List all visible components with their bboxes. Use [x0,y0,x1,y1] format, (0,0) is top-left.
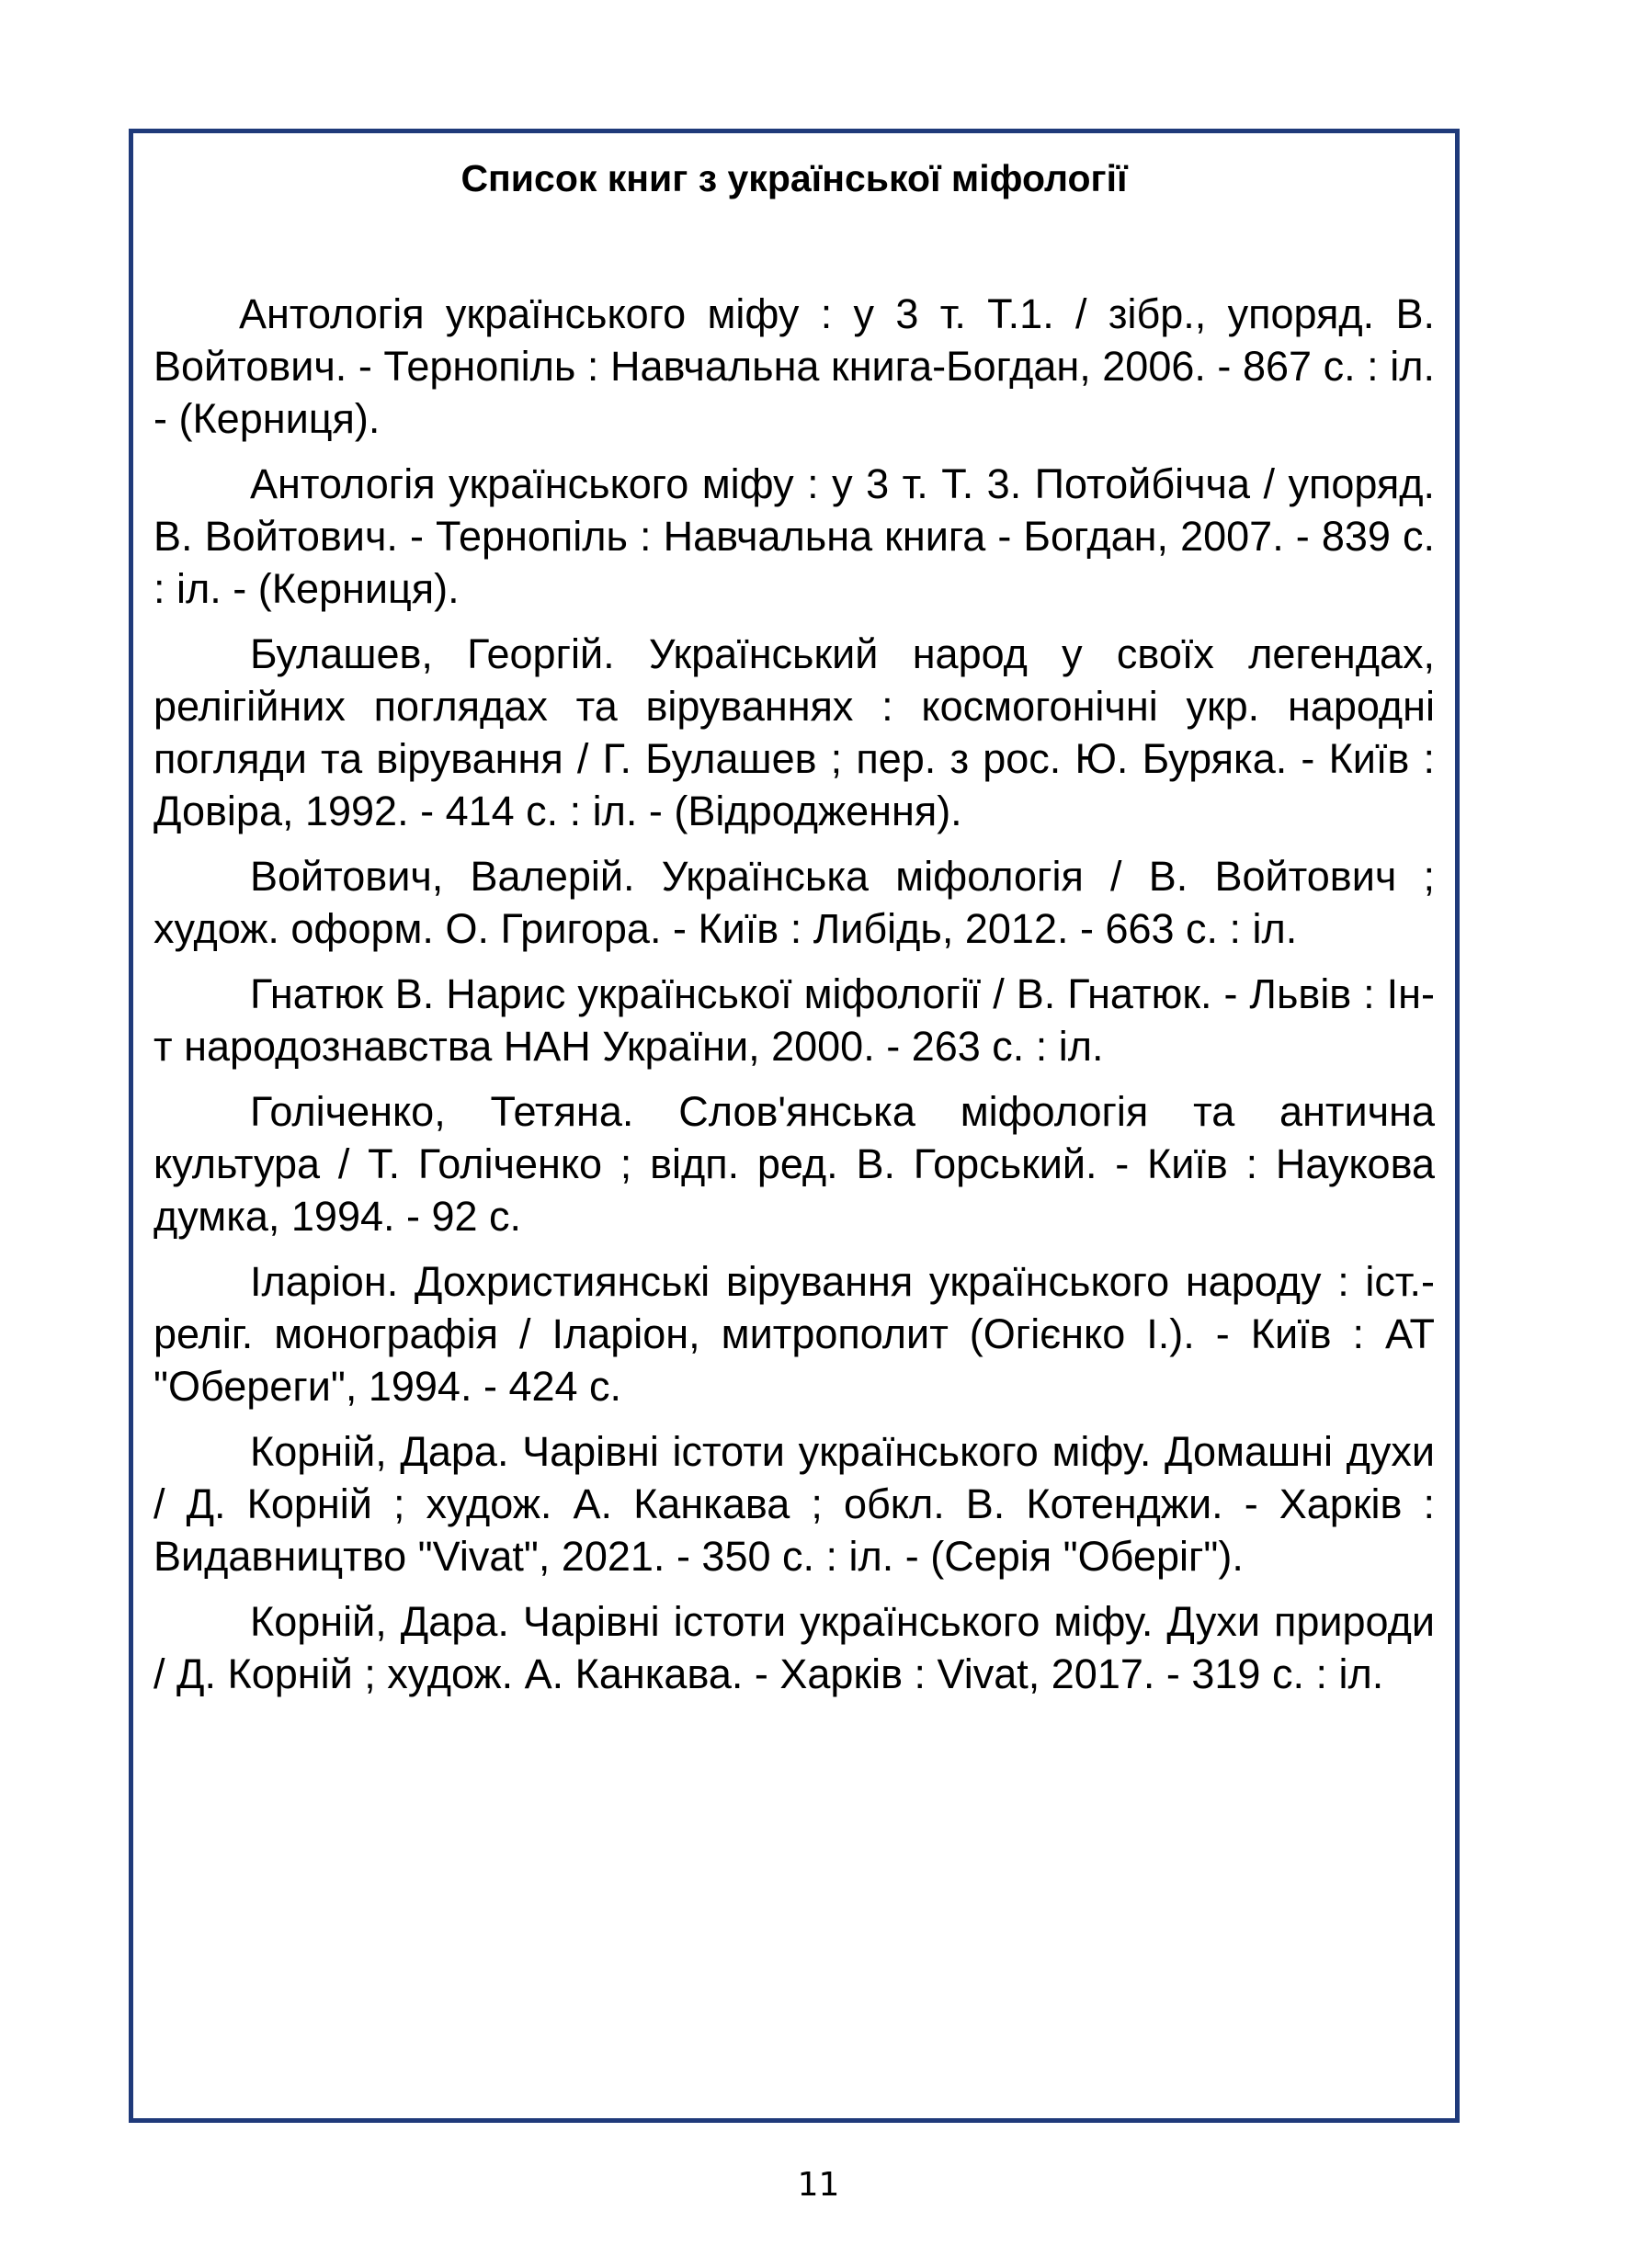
bibliography-entry: Голіченко, Тетяна. Слов'янська міфологія та антична культура / Т. Голіченко ; відп. ред. В. Горський. - Київ : Наукова думка, 1994. - 92 с. [153,1088,1435,1240]
page-number: 11 [797,2166,840,2204]
bibliography-entry: Корній, Дара. Чарівні істоти українського міфу. Духи природи / Д. Корній ; худож. А. Канкава. - Харків : Vivat, 2017. - 319 с. : іл. [153,1598,1435,1697]
bibliography-list [153,288,1435,1700]
bibliography-entry: Антологія українського міфу : у 3 т. Т.1. / зібр., упоряд. В. Войтович. - Тернопіль : Навчальна книга-Богдан, 2006. - 867 с. : іл. - (Керниця). [153,290,1435,442]
page-title: Список книг з української міфології [460,157,1128,199]
bibliography-entry: Антологія українського міфу : у 3 т. Т. 3. Потойбічча / упоряд. В. Войтович. - Тернопіль : Навчальна книга - Богдан, 2007. - 839 с. : іл. - (Керниця). [153,460,1435,612]
bibliography-entry: Войтович, Валерій. Українська міфологія / В. Войтович ; худож. оформ. О. Григора. - Київ : Либідь, 2012. - 663 с. : іл. [153,853,1435,952]
bibliography-entry: Гнатюк В. Нарис української міфології / В. Гнатюк. - Львів : Ін-т народознавства НАН України, 2000. - 263 с. : іл. [153,970,1435,1070]
bibliography-entry: Булашев, Георгій. Український народ у своїх легендах, релігійних поглядах та віруваннях : космогонічні укр. народні погляди та вірування / Г. Булашев ; пер. з рос. Ю. Буряка. - Київ : Довіра, 1992. - 414 с. : іл. - (Відродження). [153,630,1435,834]
bibliography-entry: Корній, Дара. Чарівні істоти українського міфу. Домашні духи / Д. Корній ; худож. А. Канкава ; обкл. В. Котенджи. - Харків : Видавництво "Vivat", 2021. - 350 с. : іл. - (Серія "Оберіг"). [153,1428,1435,1580]
bibliography-entry: Іларіон. Дохристиянські вірування українського народу : іст.-реліг. монографія / Іларіон, митрополит (Огієнко І.). - Київ : АТ "Обереги", 1994. - 424 с. [153,1258,1435,1410]
bordered-frame [129,129,1460,2123]
